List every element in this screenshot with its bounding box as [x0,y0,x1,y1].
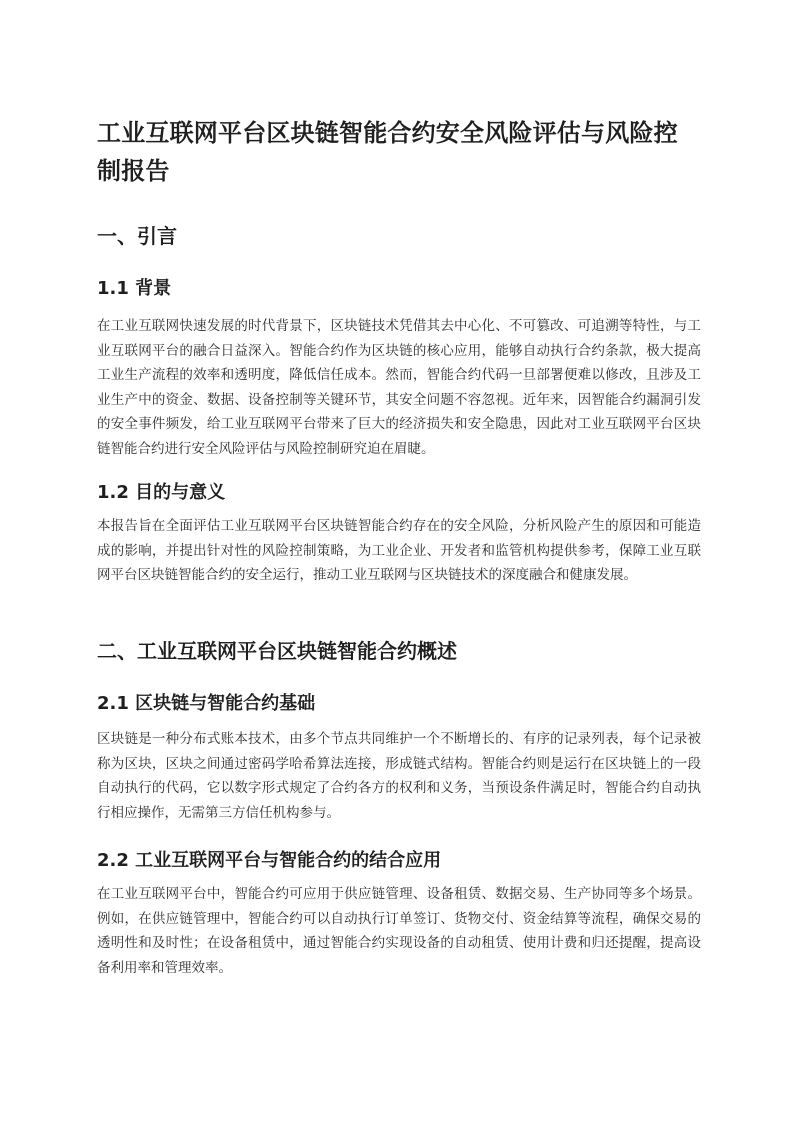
paragraph-purpose: 本报告旨在全面评估工业互联网平台区块链智能合约存在的安全风险，分析风险产生的原因和可能造成的影响，并提出针对性的风险控制策略，为工业企业、开发者和监管机构提供参考，保障工业互联网平台区块链智能合约的安全运行，推动工业互联网与区块链技术的深度融合和健康发展。 [97,518,701,583]
section-heading-introduction: 一、引言 [97,224,177,248]
paragraph-background: 在工业互联网快速发展的时代背景下，区块链技术凭借其去中心化、不可篡改、可追溯等特性，与工业互联网平台的融合日益深入。智能合约作为区块链的核心应用，能够自动执行合约条款，极大提高工业生产流程的效率和透明度，降低信任成本。然而，智能合约代码一旦部署便难以修改，且涉及工业生产中的资金、数据、设备控制等关键环节，其安全问题不容忽视。近年来，因智能合约漏洞引发的安全事件频发，给工业互联网平台带来了巨大的经济损失和安全隐患，因此对工业互联网平台区块链智能合约进行安全风险评估与风险控制研究迫在眉睫。 [97,318,701,457]
document-title: 工业互联网平台区块链智能合约安全风险评估与风险控制报告 [97,119,678,185]
paragraph-blockchain-basics: 区块链是一种分布式账本技术，由多个节点共同维护一个不断增长的、有序的记录列表，每个记录被称为区块，区块之间通过密码学哈希算法连接，形成链式结构。智能合约则是运行在区块链上的一段自动执行的代码，它以数字形式规定了合约各方的权利和义务，当预设条件满足时，智能合约自动执行相应操作，无需第三方信任机构参与。 [97,731,701,821]
section-heading-overview: 二、工业互联网平台区块链智能合约概述 [97,639,457,663]
subsection-heading-background: 1.1 背景 [97,278,172,299]
subsection-heading-combined-application: 2.2 工业互联网平台与智能合约的结合应用 [97,850,442,871]
subsection-heading-blockchain-basics: 2.1 区块链与智能合约基础 [97,693,316,714]
subsection-heading-purpose: 1.2 目的与意义 [97,482,226,503]
paragraph-combined-application: 在工业互联网平台中，智能合约可应用于供应链管理、设备租赁、数据交易、生产协同等多个场景。例如，在供应链管理中，智能合约可以自动执行订单签订、货物交付、资金结算等流程，确保交易的透明性和及时性；在设备租赁中，通过智能合约实现设备的自动租赁、使用计费和归还提醒，提高设备利用率和管理效率。 [97,886,701,976]
